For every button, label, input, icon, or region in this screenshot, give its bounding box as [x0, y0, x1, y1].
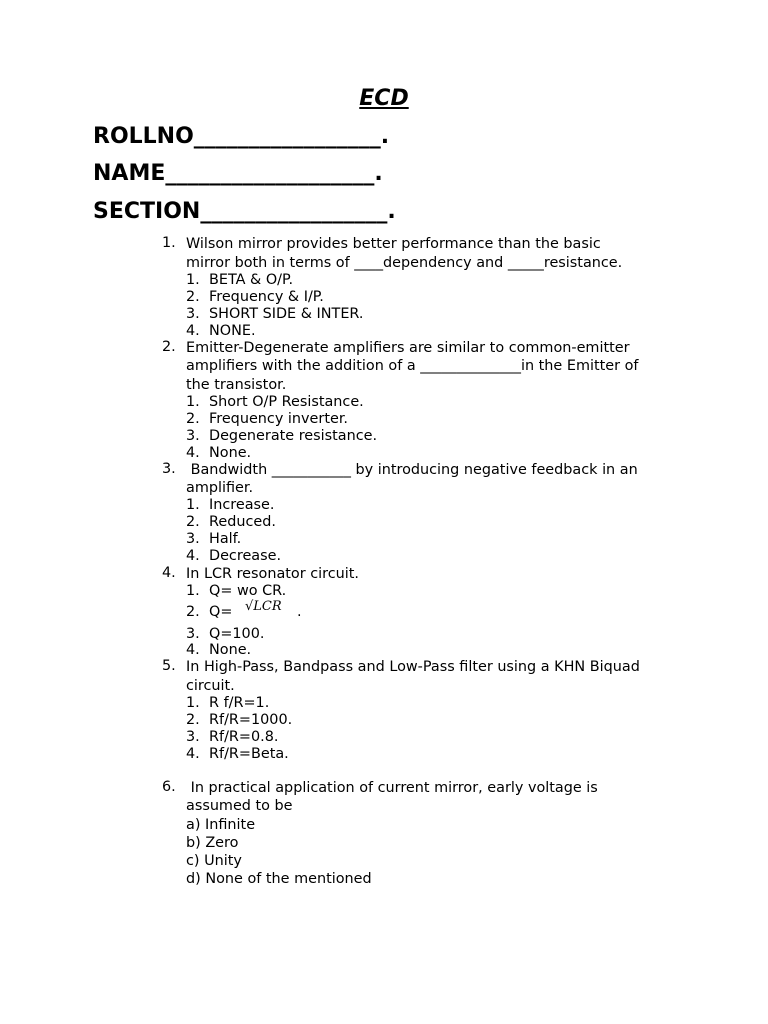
option-text: Q= [209, 604, 233, 620]
option-text: Half. [209, 531, 242, 547]
question-text-line: mirror both in terms of ____dependency and _____resistance. [186, 255, 623, 271]
option-text: b) Zero [186, 835, 239, 851]
option-number: 3. [186, 531, 200, 547]
question-text-line: amplifiers with the addition of a ______________in the Emitter of [186, 358, 639, 374]
option-number: 3. [186, 306, 200, 322]
question-text-line: In High-Pass, Bandpass and Low-Pass filter using a KHN Biquad [186, 659, 640, 675]
option-number: 4. [186, 548, 200, 564]
option-text: None. [209, 445, 252, 461]
option-text: BETA & O/P. [209, 272, 294, 288]
option-text: Increase. [209, 497, 275, 513]
question-text-line: Wilson mirror provides better performance than the basic [186, 236, 601, 252]
option-text: Rf/R=Beta. [209, 746, 289, 762]
question-text-line: In LCR resonator circuit. [186, 566, 359, 582]
question-number: 5. [162, 658, 176, 674]
option-number: 2. [186, 712, 200, 728]
option-number: 2. [186, 604, 200, 620]
section-field: SECTION_________________. [93, 199, 396, 224]
option-number: 3. [186, 729, 200, 745]
option-text: Reduced. [209, 514, 276, 530]
question-text-line: Bandwidth ___________ by introducing negative feedback in an [186, 462, 638, 478]
question-number: 4. [162, 565, 176, 581]
option-text: NONE. [209, 323, 256, 339]
option-text: Rf/R=0.8. [209, 729, 279, 745]
question-number: 1. [162, 235, 176, 251]
option-text: Frequency & I/P. [209, 289, 324, 305]
option-text: None. [209, 642, 252, 658]
option-number: 1. [186, 272, 200, 288]
rollno-field: ROLLNO_________________. [93, 124, 390, 149]
option-number: 4. [186, 445, 200, 461]
option-number: 2. [186, 289, 200, 305]
option-number: 2. [186, 411, 200, 427]
option-number: 2. [186, 514, 200, 530]
option-text: Q= wo CR. [209, 583, 287, 599]
option-number: 1. [186, 583, 200, 599]
option-text: Q=100. [209, 626, 265, 642]
name-field: NAME___________________. [93, 161, 383, 186]
option-text: a) Infinite [186, 817, 256, 833]
option-number: 4. [186, 746, 200, 762]
option-number: 1. [186, 695, 200, 711]
option-text: Decrease. [209, 548, 282, 564]
question-text-line: circuit. [186, 678, 235, 694]
option-text: Degenerate resistance. [209, 428, 378, 444]
question-text-line: Emitter-Degenerate amplifiers are similar to common-emitter [186, 340, 630, 356]
document-title: ECD [359, 86, 409, 111]
option-number: 1. [186, 394, 200, 410]
option-text: R f/R=1. [209, 695, 270, 711]
option-text: c) Unity [186, 853, 242, 869]
option-number: 4. [186, 642, 200, 658]
option-text: Rf/R=1000. [209, 712, 293, 728]
option-number: 4. [186, 323, 200, 339]
question-text-line: the transistor. [186, 377, 287, 393]
option-number: 3. [186, 626, 200, 642]
question-number: 3. [162, 461, 176, 477]
question-text-line: amplifier. [186, 480, 254, 496]
question-text-line: In practical application of current mirror, early voltage is [186, 780, 598, 796]
question-number: 6. [162, 779, 176, 795]
question-text-line: assumed to be [186, 798, 293, 814]
option-text: d) None of the mentioned [186, 871, 372, 887]
option-text: Frequency inverter. [209, 411, 348, 427]
option-text: Short O/P Resistance. [209, 394, 364, 410]
question-number: 2. [162, 339, 176, 355]
option-text: SHORT SIDE & INTER. [209, 306, 364, 322]
option-number: 1. [186, 497, 200, 513]
option-suffix: . [297, 604, 302, 620]
option-number: 3. [186, 428, 200, 444]
sqrt-formula: √LCR [245, 599, 282, 614]
